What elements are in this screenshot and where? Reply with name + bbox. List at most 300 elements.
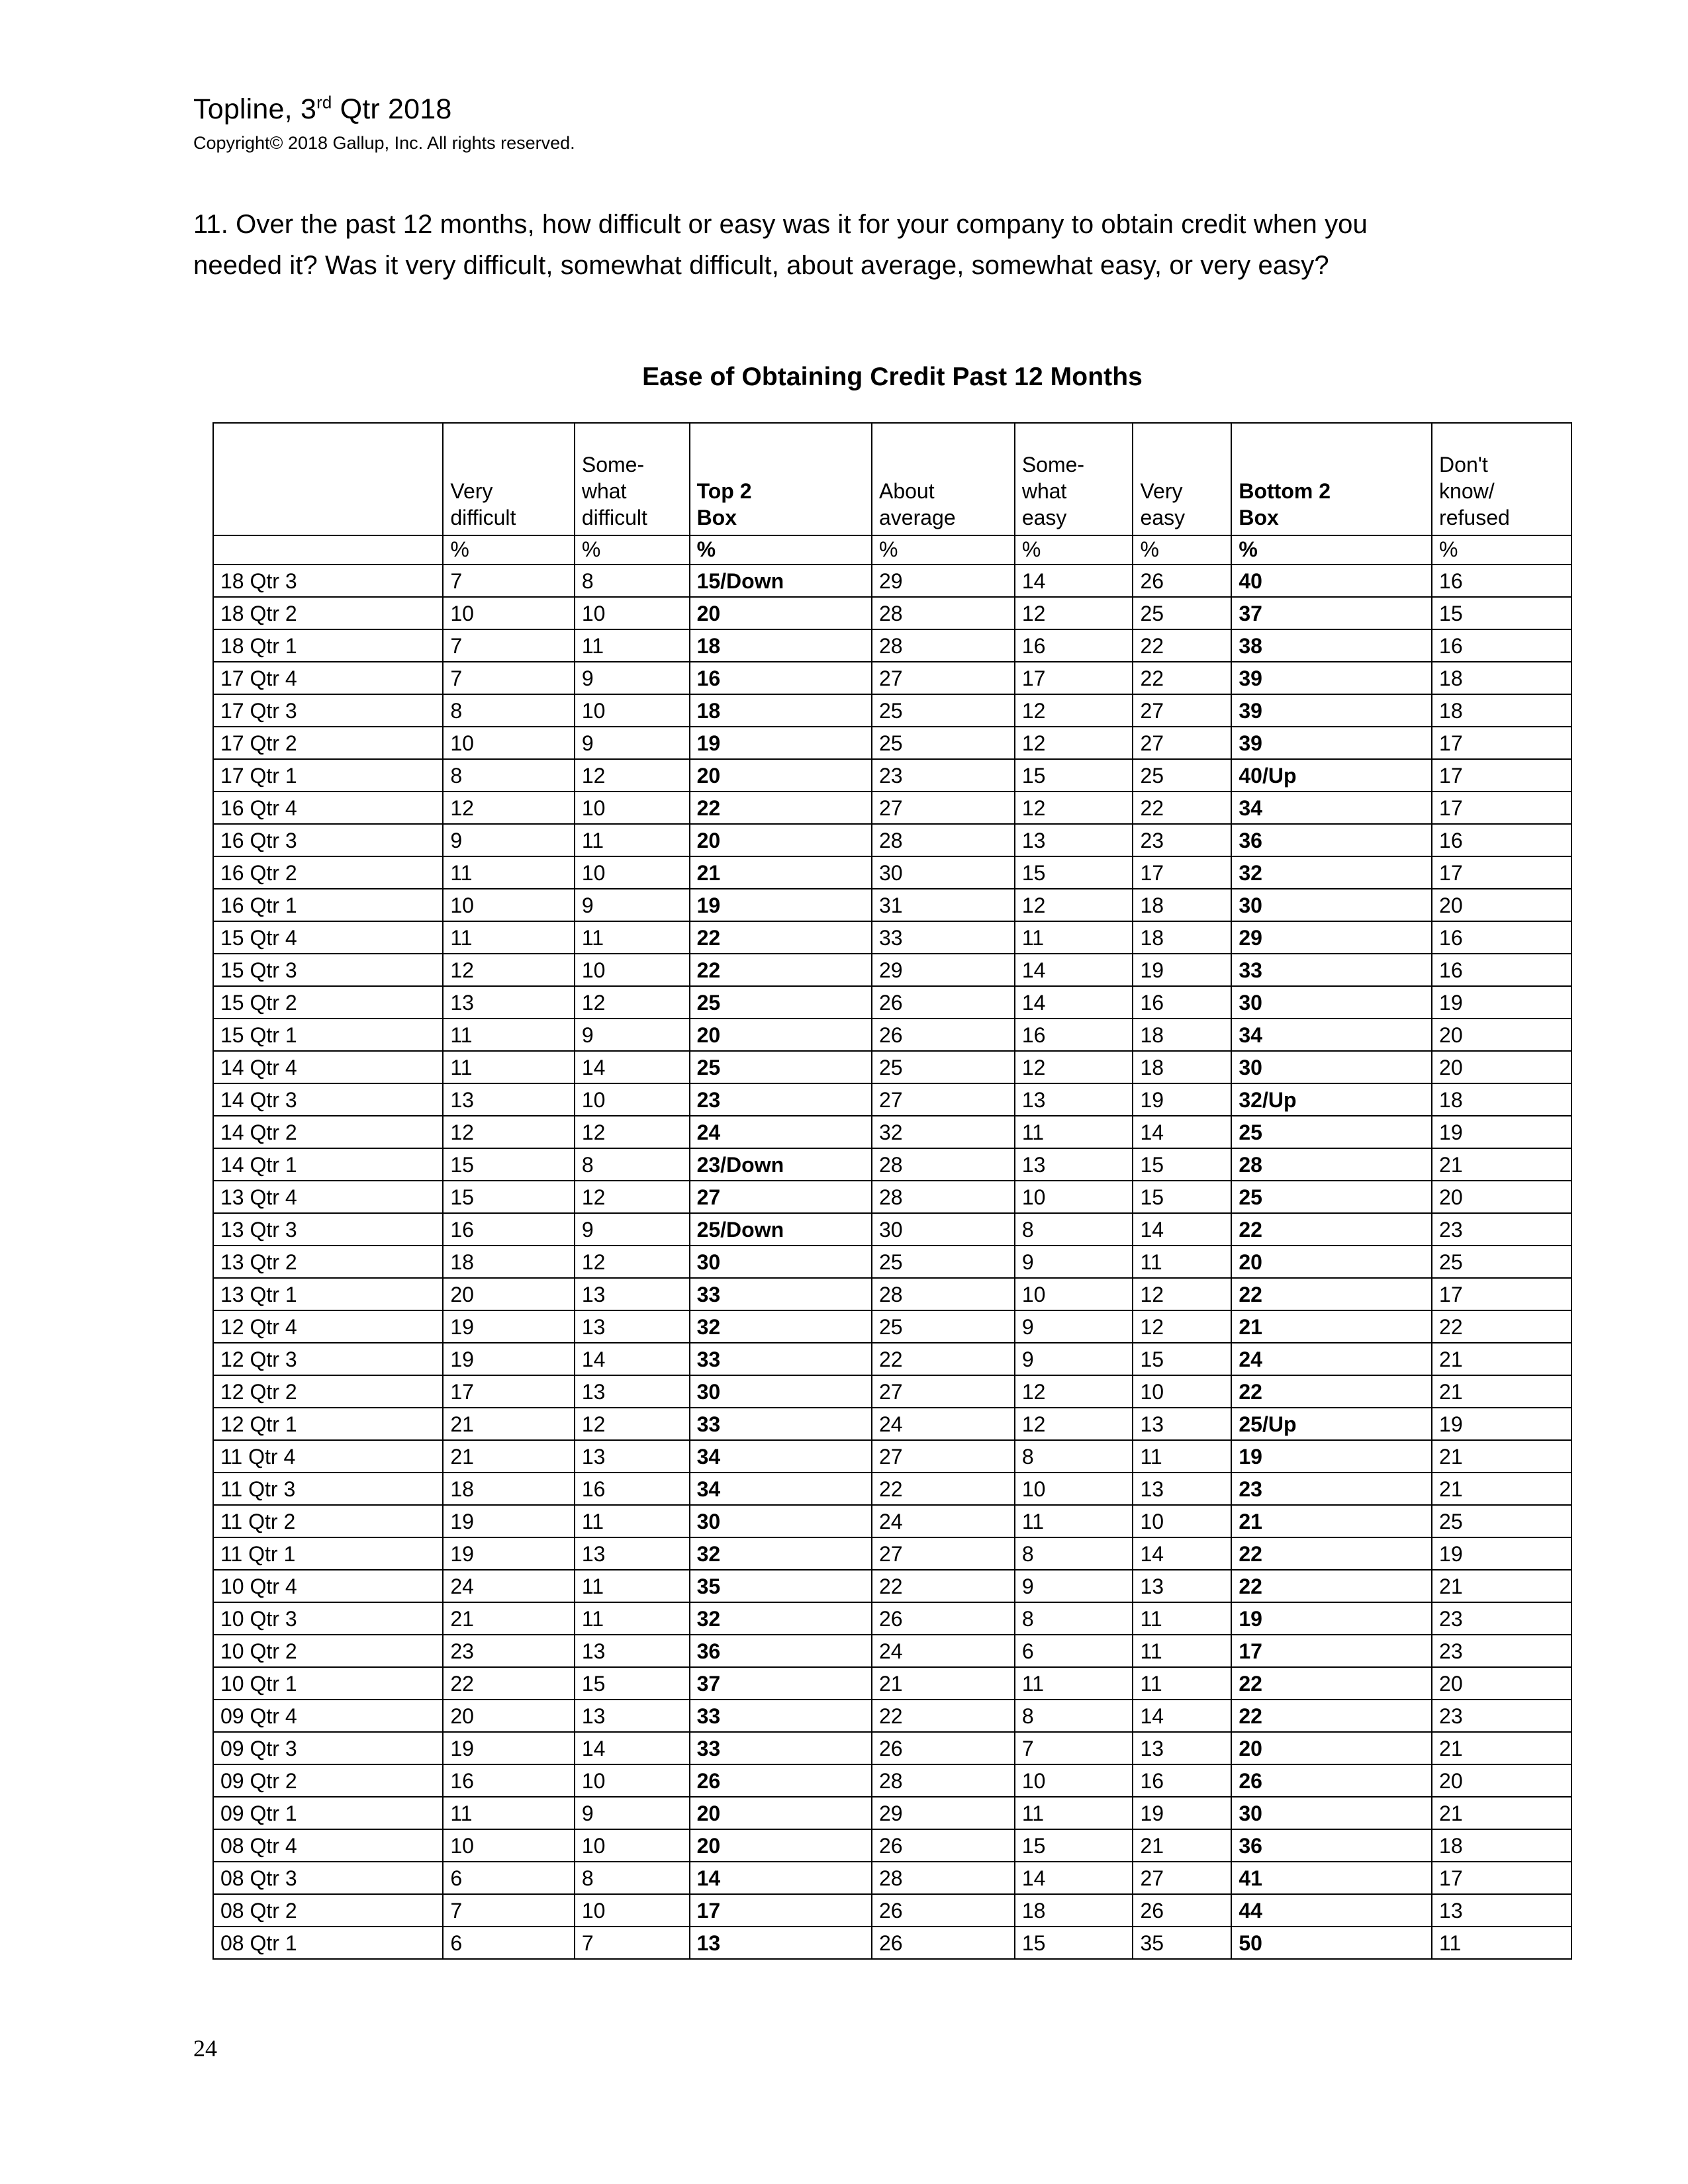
percent-symbol-cell-0 (213, 535, 443, 565)
cell-bottom2: 36 (1231, 824, 1432, 856)
cell-top2: 19 (690, 727, 872, 759)
cell-somewhat_easy: 10 (1015, 1473, 1133, 1505)
cell-very_difficult: 11 (443, 1051, 575, 1083)
cell-label: 17 Qtr 2 (213, 727, 443, 759)
cell-somewhat_difficult: 12 (575, 1181, 690, 1213)
cell-somewhat_difficult: 10 (575, 1829, 690, 1862)
cell-very_easy: 22 (1133, 792, 1231, 824)
column-header-line: what (581, 479, 627, 503)
cell-about_average: 28 (872, 597, 1015, 629)
table-row (213, 1246, 1571, 1278)
cell-bottom2: 28 (1231, 1148, 1432, 1181)
table-header (213, 423, 1571, 565)
cell-very_easy: 26 (1133, 1894, 1231, 1927)
cell-about_average: 25 (872, 1310, 1015, 1343)
cell-top2: 20 (690, 597, 872, 629)
cell-top2: 20 (690, 759, 872, 792)
cell-very_difficult: 11 (443, 921, 575, 954)
cell-dk_refused: 23 (1432, 1635, 1571, 1667)
cell-very_difficult: 8 (443, 694, 575, 727)
cell-very_easy: 19 (1133, 1797, 1231, 1829)
cell-bottom2: 17 (1231, 1635, 1432, 1667)
cell-dk_refused: 21 (1432, 1343, 1571, 1375)
cell-somewhat_easy: 12 (1015, 694, 1133, 727)
cell-dk_refused: 16 (1432, 629, 1571, 662)
cell-very_difficult: 15 (443, 1148, 575, 1181)
column-header-line: easy (1021, 506, 1067, 529)
cell-somewhat_difficult: 11 (575, 1570, 690, 1602)
cell-about_average: 27 (872, 1083, 1015, 1116)
cell-bottom2: 40 (1231, 565, 1432, 597)
cell-about_average: 29 (872, 954, 1015, 986)
cell-about_average: 22 (872, 1343, 1015, 1375)
cell-top2: 25/Down (690, 1213, 872, 1246)
cell-very_difficult: 19 (443, 1343, 575, 1375)
cell-somewhat_difficult: 14 (575, 1732, 690, 1764)
cell-dk_refused: 21 (1432, 1570, 1571, 1602)
cell-very_easy: 10 (1133, 1375, 1231, 1408)
cell-very_easy: 11 (1133, 1635, 1231, 1667)
cell-about_average: 27 (872, 662, 1015, 694)
table-row (213, 1310, 1571, 1343)
cell-about_average: 24 (872, 1635, 1015, 1667)
cell-bottom2: 22 (1231, 1537, 1432, 1570)
column-header-line: Don't (1439, 453, 1488, 477)
cell-label: 09 Qtr 3 (213, 1732, 443, 1764)
cell-about_average: 25 (872, 1051, 1015, 1083)
cell-very_easy: 13 (1133, 1473, 1231, 1505)
cell-very_easy: 17 (1133, 856, 1231, 889)
cell-about_average: 27 (872, 1375, 1015, 1408)
cell-dk_refused: 20 (1432, 1764, 1571, 1797)
cell-about_average: 26 (872, 986, 1015, 1019)
cell-bottom2: 19 (1231, 1440, 1432, 1473)
cell-somewhat_easy: 14 (1015, 954, 1133, 986)
cell-label: 12 Qtr 3 (213, 1343, 443, 1375)
cell-dk_refused: 18 (1432, 1829, 1571, 1862)
cell-top2: 35 (690, 1570, 872, 1602)
cell-very_easy: 14 (1133, 1116, 1231, 1148)
cell-somewhat_easy: 16 (1015, 1019, 1133, 1051)
cell-very_difficult: 18 (443, 1473, 575, 1505)
cell-somewhat_difficult: 13 (575, 1700, 690, 1732)
cell-dk_refused: 20 (1432, 1181, 1571, 1213)
cell-about_average: 29 (872, 565, 1015, 597)
cell-top2: 32 (690, 1537, 872, 1570)
cell-somewhat_easy: 12 (1015, 889, 1133, 921)
cell-dk_refused: 16 (1432, 824, 1571, 856)
cell-label: 08 Qtr 4 (213, 1829, 443, 1862)
cell-about_average: 23 (872, 759, 1015, 792)
cell-bottom2: 22 (1231, 1375, 1432, 1408)
cell-very_easy: 14 (1133, 1700, 1231, 1732)
percent-symbol-cell-6: % (1133, 535, 1231, 565)
cell-bottom2: 30 (1231, 1051, 1432, 1083)
cell-about_average: 29 (872, 1797, 1015, 1829)
cell-very_easy: 13 (1133, 1570, 1231, 1602)
cell-somewhat_difficult: 12 (575, 759, 690, 792)
cell-somewhat_difficult: 12 (575, 1116, 690, 1148)
cell-very_difficult: 11 (443, 1019, 575, 1051)
cell-bottom2: 21 (1231, 1505, 1432, 1537)
column-header-line: difficult (450, 506, 516, 529)
cell-very_difficult: 23 (443, 1635, 575, 1667)
cell-very_easy: 15 (1133, 1148, 1231, 1181)
cell-label: 14 Qtr 2 (213, 1116, 443, 1148)
cell-about_average: 26 (872, 1019, 1015, 1051)
cell-somewhat_easy: 12 (1015, 792, 1133, 824)
cell-dk_refused: 11 (1432, 1927, 1571, 1959)
cell-about_average: 26 (872, 1602, 1015, 1635)
cell-top2: 33 (690, 1700, 872, 1732)
cell-top2: 20 (690, 1019, 872, 1051)
cell-dk_refused: 20 (1432, 889, 1571, 921)
cell-very_difficult: 19 (443, 1732, 575, 1764)
table-row (213, 759, 1571, 792)
cell-label: 14 Qtr 3 (213, 1083, 443, 1116)
cell-dk_refused: 20 (1432, 1051, 1571, 1083)
cell-label: 18 Qtr 2 (213, 597, 443, 629)
cell-top2: 25 (690, 1051, 872, 1083)
table-row (213, 1473, 1571, 1505)
table-row (213, 1732, 1571, 1764)
cell-label: 18 Qtr 3 (213, 565, 443, 597)
cell-somewhat_difficult: 10 (575, 856, 690, 889)
cell-somewhat_difficult: 11 (575, 1505, 690, 1537)
cell-somewhat_easy: 8 (1015, 1700, 1133, 1732)
cell-very_easy: 12 (1133, 1278, 1231, 1310)
cell-top2: 30 (690, 1246, 872, 1278)
cell-about_average: 25 (872, 727, 1015, 759)
table-row (213, 921, 1571, 954)
table-row (213, 662, 1571, 694)
cell-somewhat_difficult: 9 (575, 889, 690, 921)
table-row (213, 565, 1571, 597)
cell-very_easy: 26 (1133, 565, 1231, 597)
cell-bottom2: 34 (1231, 792, 1432, 824)
cell-bottom2: 40/Up (1231, 759, 1432, 792)
cell-about_average: 22 (872, 1700, 1015, 1732)
cell-top2: 33 (690, 1343, 872, 1375)
column-header-line: know/ (1439, 479, 1495, 503)
cell-somewhat_easy: 11 (1015, 921, 1133, 954)
percent-symbol-cell-2: % (575, 535, 690, 565)
cell-very_difficult: 7 (443, 662, 575, 694)
cell-top2: 30 (690, 1375, 872, 1408)
cell-label: 17 Qtr 3 (213, 694, 443, 727)
cell-label: 12 Qtr 1 (213, 1408, 443, 1440)
cell-about_average: 28 (872, 1181, 1015, 1213)
cell-about_average: 25 (872, 694, 1015, 727)
cell-dk_refused: 17 (1432, 1862, 1571, 1894)
cell-top2: 27 (690, 1181, 872, 1213)
cell-somewhat_easy: 13 (1015, 1148, 1133, 1181)
cell-very_easy: 18 (1133, 889, 1231, 921)
cell-very_difficult: 16 (443, 1213, 575, 1246)
table-header-row (213, 423, 1571, 535)
cell-top2: 20 (690, 1829, 872, 1862)
cell-somewhat_easy: 15 (1015, 759, 1133, 792)
cell-about_average: 24 (872, 1505, 1015, 1537)
cell-bottom2: 22 (1231, 1700, 1432, 1732)
cell-very_difficult: 7 (443, 629, 575, 662)
cell-about_average: 28 (872, 1862, 1015, 1894)
column-header-line: difficult (581, 506, 647, 529)
cell-very_easy: 11 (1133, 1667, 1231, 1700)
cell-label: 15 Qtr 3 (213, 954, 443, 986)
column-header-line: Box (1239, 506, 1279, 529)
cell-top2: 37 (690, 1667, 872, 1700)
table-body (213, 565, 1571, 1959)
cell-somewhat_easy: 10 (1015, 1181, 1133, 1213)
column-header-line: Some- (1021, 453, 1085, 477)
cell-bottom2: 44 (1231, 1894, 1432, 1927)
column-header-line: easy (1140, 506, 1186, 529)
cell-bottom2: 37 (1231, 597, 1432, 629)
cell-somewhat_difficult: 9 (575, 1797, 690, 1829)
cell-somewhat_easy: 15 (1015, 1927, 1133, 1959)
cell-about_average: 28 (872, 824, 1015, 856)
cell-label: 12 Qtr 2 (213, 1375, 443, 1408)
cell-very_easy: 15 (1133, 1343, 1231, 1375)
cell-somewhat_difficult: 10 (575, 954, 690, 986)
cell-about_average: 25 (872, 1246, 1015, 1278)
table-row (213, 1116, 1571, 1148)
cell-label: 13 Qtr 1 (213, 1278, 443, 1310)
cell-somewhat_difficult: 9 (575, 1019, 690, 1051)
cell-very_difficult: 12 (443, 792, 575, 824)
cell-very_difficult: 10 (443, 597, 575, 629)
table-row (213, 1440, 1571, 1473)
column-header-5 (1015, 423, 1133, 535)
cell-somewhat_easy: 9 (1015, 1246, 1133, 1278)
cell-somewhat_difficult: 10 (575, 1764, 690, 1797)
cell-top2: 23 (690, 1083, 872, 1116)
column-header-line: Bottom 2 (1239, 479, 1331, 503)
column-header-line: what (1021, 479, 1067, 503)
cell-very_difficult: 21 (443, 1440, 575, 1473)
cell-bottom2: 30 (1231, 889, 1432, 921)
cell-about_average: 27 (872, 1440, 1015, 1473)
cell-bottom2: 39 (1231, 662, 1432, 694)
cell-somewhat_difficult: 13 (575, 1635, 690, 1667)
cell-somewhat_difficult: 13 (575, 1310, 690, 1343)
table-row (213, 824, 1571, 856)
cell-bottom2: 32/Up (1231, 1083, 1432, 1116)
cell-very_difficult: 13 (443, 986, 575, 1019)
column-header-7 (1231, 423, 1432, 535)
cell-somewhat_easy: 8 (1015, 1213, 1133, 1246)
cell-bottom2: 20 (1231, 1732, 1432, 1764)
page-title-prefix: Topline, 3 (193, 93, 317, 125)
cell-bottom2: 41 (1231, 1862, 1432, 1894)
cell-somewhat_difficult: 7 (575, 1927, 690, 1959)
cell-somewhat_easy: 7 (1015, 1732, 1133, 1764)
column-header-line: Some- (581, 453, 645, 477)
cell-label: 11 Qtr 3 (213, 1473, 443, 1505)
cell-dk_refused: 23 (1432, 1602, 1571, 1635)
cell-very_easy: 18 (1133, 1019, 1231, 1051)
cell-dk_refused: 21 (1432, 1732, 1571, 1764)
cell-somewhat_difficult: 11 (575, 629, 690, 662)
cell-label: 08 Qtr 3 (213, 1862, 443, 1894)
cell-somewhat_difficult: 13 (575, 1375, 690, 1408)
cell-somewhat_difficult: 11 (575, 921, 690, 954)
cell-top2: 36 (690, 1635, 872, 1667)
cell-top2: 18 (690, 629, 872, 662)
table-row (213, 1019, 1571, 1051)
table-row (213, 1797, 1571, 1829)
cell-very_easy: 27 (1133, 727, 1231, 759)
cell-label: 10 Qtr 3 (213, 1602, 443, 1635)
cell-label: 10 Qtr 4 (213, 1570, 443, 1602)
cell-somewhat_easy: 15 (1015, 856, 1133, 889)
cell-dk_refused: 17 (1432, 759, 1571, 792)
column-header-line: Very (450, 479, 493, 503)
table-row (213, 1829, 1571, 1862)
cell-about_average: 22 (872, 1473, 1015, 1505)
cell-very_difficult: 19 (443, 1310, 575, 1343)
cell-somewhat_difficult: 12 (575, 1246, 690, 1278)
ease-of-credit-table (212, 422, 1572, 1960)
cell-top2: 20 (690, 1797, 872, 1829)
page-title-ordinal-suffix: rd (316, 93, 332, 113)
cell-bottom2: 39 (1231, 694, 1432, 727)
column-header-line: About (878, 479, 935, 503)
table-row (213, 1083, 1571, 1116)
cell-somewhat_difficult: 9 (575, 662, 690, 694)
cell-very_easy: 11 (1133, 1602, 1231, 1635)
cell-very_difficult: 6 (443, 1927, 575, 1959)
cell-about_average: 33 (872, 921, 1015, 954)
column-header-line: Top 2 (696, 479, 752, 503)
cell-somewhat_difficult: 11 (575, 1602, 690, 1635)
table-row (213, 1408, 1571, 1440)
cell-label: 09 Qtr 1 (213, 1797, 443, 1829)
cell-label: 13 Qtr 3 (213, 1213, 443, 1246)
cell-very_easy: 18 (1133, 1051, 1231, 1083)
cell-label: 09 Qtr 4 (213, 1700, 443, 1732)
table-row (213, 1051, 1571, 1083)
column-header-0 (213, 423, 443, 535)
cell-somewhat_difficult: 10 (575, 694, 690, 727)
table-row (213, 856, 1571, 889)
cell-about_average: 28 (872, 1148, 1015, 1181)
cell-top2: 32 (690, 1602, 872, 1635)
cell-about_average: 28 (872, 1278, 1015, 1310)
cell-dk_refused: 19 (1432, 1537, 1571, 1570)
table-row (213, 1862, 1571, 1894)
cell-very_easy: 22 (1133, 662, 1231, 694)
cell-top2: 32 (690, 1310, 872, 1343)
cell-about_average: 27 (872, 1537, 1015, 1570)
percent-symbol-cell-3: % (690, 535, 872, 565)
cell-bottom2: 39 (1231, 727, 1432, 759)
cell-very_difficult: 18 (443, 1246, 575, 1278)
percent-symbol-cell-7: % (1231, 535, 1432, 565)
cell-label: 11 Qtr 4 (213, 1440, 443, 1473)
cell-bottom2: 21 (1231, 1310, 1432, 1343)
cell-bottom2: 22 (1231, 1667, 1432, 1700)
table-row (213, 1375, 1571, 1408)
cell-somewhat_difficult: 8 (575, 565, 690, 597)
cell-about_average: 32 (872, 1116, 1015, 1148)
cell-somewhat_easy: 14 (1015, 1862, 1133, 1894)
cell-somewhat_easy: 9 (1015, 1570, 1133, 1602)
cell-top2: 17 (690, 1894, 872, 1927)
cell-label: 16 Qtr 4 (213, 792, 443, 824)
cell-very_easy: 13 (1133, 1408, 1231, 1440)
cell-top2: 34 (690, 1473, 872, 1505)
cell-very_difficult: 21 (443, 1602, 575, 1635)
cell-top2: 25 (690, 986, 872, 1019)
cell-label: 09 Qtr 2 (213, 1764, 443, 1797)
cell-about_average: 30 (872, 856, 1015, 889)
cell-somewhat_easy: 18 (1015, 1894, 1133, 1927)
table-row (213, 1343, 1571, 1375)
cell-somewhat_difficult: 10 (575, 1894, 690, 1927)
cell-top2: 21 (690, 856, 872, 889)
cell-somewhat_easy: 8 (1015, 1602, 1133, 1635)
cell-dk_refused: 21 (1432, 1375, 1571, 1408)
cell-very_easy: 25 (1133, 759, 1231, 792)
cell-dk_refused: 23 (1432, 1700, 1571, 1732)
column-header-line: average (878, 506, 956, 529)
cell-somewhat_easy: 8 (1015, 1440, 1133, 1473)
cell-very_easy: 16 (1133, 986, 1231, 1019)
cell-somewhat_easy: 12 (1015, 1408, 1133, 1440)
cell-somewhat_difficult: 12 (575, 1408, 690, 1440)
cell-about_average: 24 (872, 1408, 1015, 1440)
cell-very_difficult: 24 (443, 1570, 575, 1602)
cell-very_easy: 27 (1133, 1862, 1231, 1894)
cell-about_average: 26 (872, 1927, 1015, 1959)
cell-somewhat_difficult: 16 (575, 1473, 690, 1505)
cell-top2: 18 (690, 694, 872, 727)
cell-label: 14 Qtr 1 (213, 1148, 443, 1181)
cell-somewhat_difficult: 11 (575, 824, 690, 856)
cell-very_easy: 35 (1133, 1927, 1231, 1959)
cell-somewhat_easy: 12 (1015, 1375, 1133, 1408)
cell-top2: 33 (690, 1732, 872, 1764)
cell-very_difficult: 20 (443, 1700, 575, 1732)
cell-somewhat_difficult: 13 (575, 1440, 690, 1473)
cell-top2: 26 (690, 1764, 872, 1797)
cell-very_difficult: 7 (443, 565, 575, 597)
cell-somewhat_difficult: 9 (575, 727, 690, 759)
cell-bottom2: 23 (1231, 1473, 1432, 1505)
cell-somewhat_difficult: 13 (575, 1537, 690, 1570)
cell-dk_refused: 18 (1432, 1083, 1571, 1116)
cell-label: 11 Qtr 2 (213, 1505, 443, 1537)
cell-dk_refused: 21 (1432, 1473, 1571, 1505)
cell-label: 08 Qtr 2 (213, 1894, 443, 1927)
cell-very_easy: 15 (1133, 1181, 1231, 1213)
cell-somewhat_easy: 13 (1015, 1083, 1133, 1116)
cell-very_difficult: 21 (443, 1408, 575, 1440)
cell-dk_refused: 16 (1432, 954, 1571, 986)
cell-bottom2: 22 (1231, 1213, 1432, 1246)
cell-somewhat_difficult: 12 (575, 986, 690, 1019)
cell-very_difficult: 12 (443, 954, 575, 986)
cell-label: 16 Qtr 3 (213, 824, 443, 856)
cell-dk_refused: 19 (1432, 986, 1571, 1019)
cell-about_average: 22 (872, 1570, 1015, 1602)
cell-somewhat_difficult: 15 (575, 1667, 690, 1700)
table-row (213, 694, 1571, 727)
cell-very_difficult: 10 (443, 727, 575, 759)
cell-top2: 16 (690, 662, 872, 694)
